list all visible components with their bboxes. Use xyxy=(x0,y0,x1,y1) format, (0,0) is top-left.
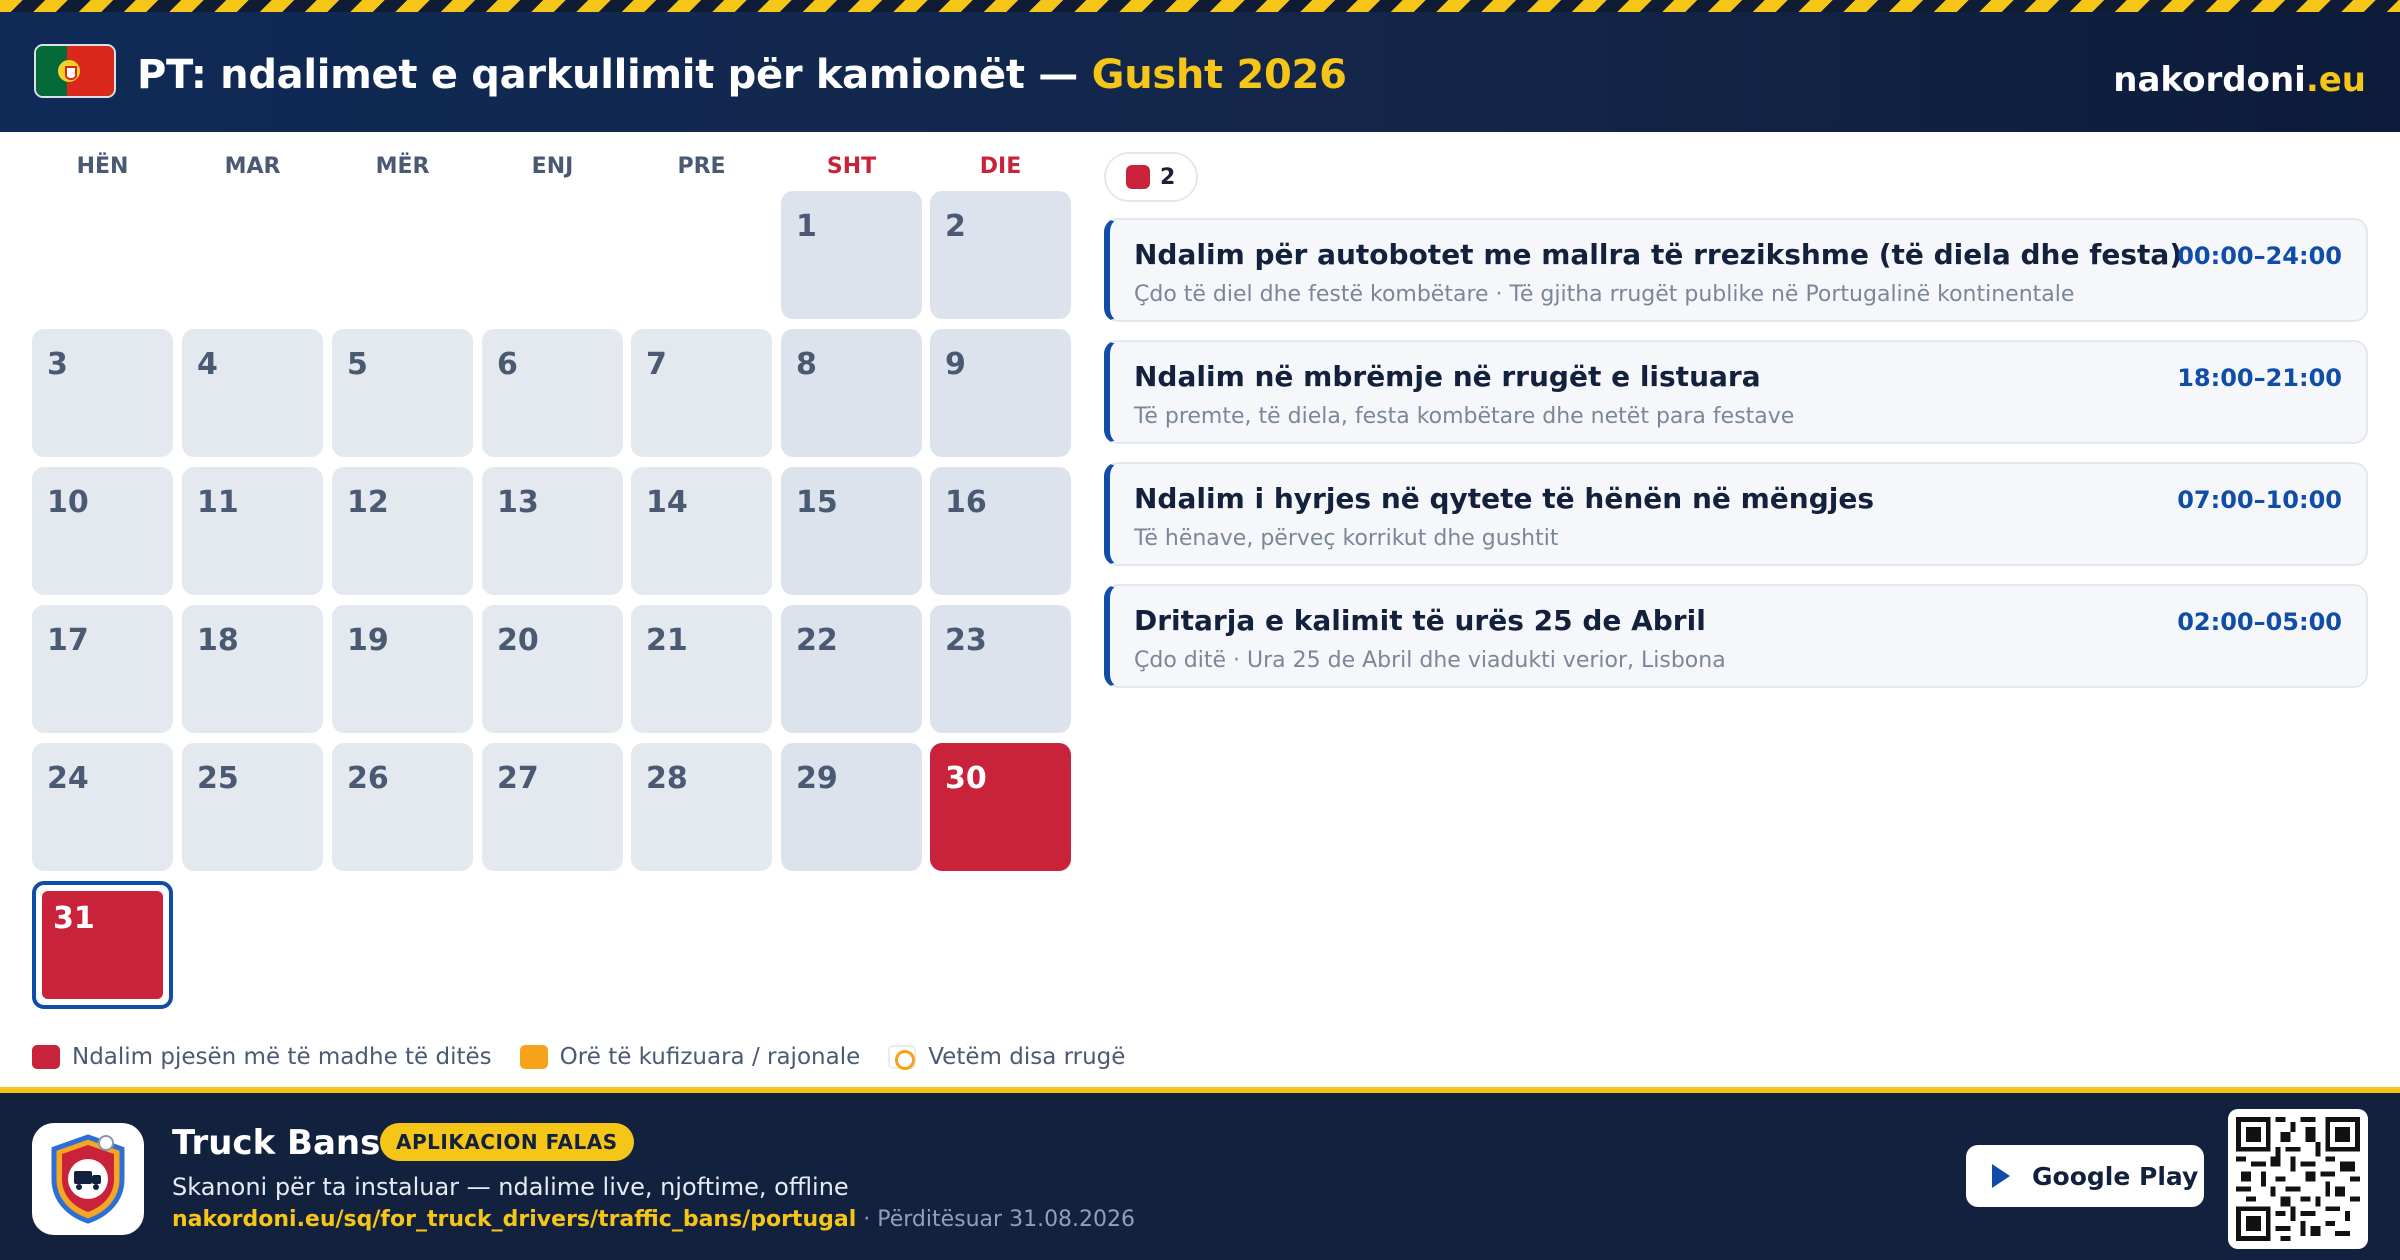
calendar-day[interactable] xyxy=(182,467,323,595)
calendar-day[interactable] xyxy=(930,329,1071,457)
day-number: 7 xyxy=(646,347,667,382)
day-number: 10 xyxy=(47,485,89,520)
day-number: 25 xyxy=(197,761,239,796)
day-number: 11 xyxy=(197,485,239,520)
ban-count-pill xyxy=(1104,152,1198,202)
calendar-day[interactable] xyxy=(781,329,922,457)
day-number: 8 xyxy=(796,347,817,382)
calendar-day[interactable] xyxy=(930,605,1071,733)
rule-title: Ndalim për autobotet me mallra të rrezikshme (të diela dhe festa) xyxy=(1134,238,2183,271)
calendar-day[interactable] xyxy=(781,467,922,595)
rule-card[interactable] xyxy=(1104,462,2368,566)
day-number: 14 xyxy=(646,485,688,520)
day-number: 29 xyxy=(796,761,838,796)
calendar-day[interactable] xyxy=(930,467,1071,595)
brand-name: nakordoni xyxy=(2113,60,2306,100)
day-number: 9 xyxy=(945,347,966,382)
day-number: 28 xyxy=(646,761,688,796)
weekday-thu: ENJ xyxy=(531,154,574,179)
day-number: 3 xyxy=(47,347,68,382)
calendar-day[interactable] xyxy=(32,467,173,595)
calendar-day[interactable] xyxy=(182,743,323,871)
legend xyxy=(32,1044,1153,1070)
day-number: 27 xyxy=(497,761,539,796)
calendar-day-selected[interactable] xyxy=(32,881,173,1009)
calendar-day[interactable] xyxy=(631,467,772,595)
rule-subtitle: Çdo të diel dhe festë kombëtare · Të gjitha rrugët publike në Portugalinë kontinentale xyxy=(1134,282,2075,307)
free-app-badge: APLIKACION FALAS xyxy=(380,1123,634,1161)
legend-label: Ndalim pjesën më të madhe të ditës xyxy=(72,1044,492,1070)
day-number: 31 xyxy=(53,901,95,936)
day-number: 19 xyxy=(347,623,389,658)
page-title xyxy=(137,52,1347,98)
header-bar xyxy=(0,12,2400,132)
brand-tld: .eu xyxy=(2305,60,2366,100)
day-number: 13 xyxy=(497,485,539,520)
rule-card[interactable] xyxy=(1104,218,2368,322)
day-number: 1 xyxy=(796,209,817,244)
title-month: Gusht 2026 xyxy=(1091,52,1347,98)
app-url-link[interactable]: nakordoni.eu/sq/for_truck_drivers/traffic_bans/portugal xyxy=(172,1207,857,1232)
calendar-day[interactable] xyxy=(482,329,623,457)
rule-title: Ndalim i hyrjes në qytete të hënën në mëngjes xyxy=(1134,482,1875,515)
rule-title: Dritarja e kalimit të urës 25 de Abril xyxy=(1134,604,1706,637)
app-link-line xyxy=(172,1207,1135,1232)
legend-label: Vetëm disa rrugë xyxy=(928,1044,1126,1070)
day-number: 2 xyxy=(945,209,966,244)
weekday-mon: HËN xyxy=(76,154,129,179)
day-number: 4 xyxy=(197,347,218,382)
calendar-day[interactable] xyxy=(781,191,922,319)
calendar-day[interactable] xyxy=(631,329,772,457)
day-number: 15 xyxy=(796,485,838,520)
app-tagline: Skanoni për ta instaluar — ndalime live, njoftime, offline xyxy=(172,1173,849,1201)
portugal-flag-icon xyxy=(34,44,116,98)
calendar-day[interactable] xyxy=(631,605,772,733)
weekday-fri: PRE xyxy=(677,154,726,179)
calendar-day[interactable] xyxy=(930,191,1071,319)
brand-link[interactable] xyxy=(2113,60,2366,100)
weekday-wed: MËR xyxy=(375,154,430,179)
rule-time: 00:00–24:00 xyxy=(2177,242,2342,270)
calendar-day[interactable] xyxy=(482,467,623,595)
weekday-tue: MAR xyxy=(224,154,281,179)
play-triangle-icon xyxy=(1992,1164,2010,1188)
day-number: 12 xyxy=(347,485,389,520)
calendar-day[interactable] xyxy=(482,743,623,871)
qr-code-icon xyxy=(2228,1109,2368,1249)
day-number: 23 xyxy=(945,623,987,658)
day-number: 30 xyxy=(945,761,987,796)
calendar-day-ban[interactable] xyxy=(930,743,1071,871)
calendar-day[interactable] xyxy=(32,743,173,871)
day-number: 17 xyxy=(47,623,89,658)
calendar-day[interactable] xyxy=(32,329,173,457)
day-number: 20 xyxy=(497,623,539,658)
day-number: 18 xyxy=(197,623,239,658)
orange-swatch-icon xyxy=(520,1045,548,1069)
calendar-day[interactable] xyxy=(32,605,173,733)
rule-time: 18:00–21:00 xyxy=(2177,364,2342,392)
day-number: 24 xyxy=(47,761,89,796)
day-number: 22 xyxy=(796,623,838,658)
rule-subtitle: Të premte, të diela, festa kombëtare dhe netët para festave xyxy=(1134,404,1795,429)
calendar-day[interactable] xyxy=(781,743,922,871)
rule-subtitle: Të hënave, përveç korrikut dhe gushtit xyxy=(1134,526,1559,551)
title-prefix: PT: ndalimet e qarkullimit për kamionët — xyxy=(137,52,1079,98)
rule-card[interactable] xyxy=(1104,584,2368,688)
legend-label: Orë të kufizuara / rajonale xyxy=(559,1044,861,1070)
day-number: 5 xyxy=(347,347,368,382)
rule-title: Ndalim në mbrëmje në rrugët e listuara xyxy=(1134,360,1761,393)
calendar-day[interactable] xyxy=(182,329,323,457)
legend-item-some-roads xyxy=(888,1044,1125,1070)
legend-item-limited-hours xyxy=(520,1044,861,1070)
day-number: 21 xyxy=(646,623,688,658)
legend-item-full-ban xyxy=(32,1044,492,1070)
calendar-day[interactable] xyxy=(482,605,623,733)
rule-subtitle: Çdo ditë · Ura 25 de Abril dhe viadukti verior, Lisbona xyxy=(1134,648,1726,673)
calendar-day[interactable] xyxy=(332,743,473,871)
ban-count: 2 xyxy=(1160,164,1176,190)
calendar-day[interactable] xyxy=(781,605,922,733)
weekday-sun: DIE xyxy=(979,154,1022,179)
rule-time: 02:00–05:00 xyxy=(2177,608,2342,636)
hazard-stripe xyxy=(0,0,2400,12)
ring-swatch-icon xyxy=(888,1045,916,1069)
weekday-sat: SHT xyxy=(826,154,877,179)
truck-bans-app-icon[interactable] xyxy=(32,1123,144,1235)
day-number: 6 xyxy=(497,347,518,382)
calendar-day[interactable] xyxy=(631,743,772,871)
rule-time: 07:00–10:00 xyxy=(2177,486,2342,514)
day-number: 26 xyxy=(347,761,389,796)
updated-text: · Përditësuar 31.08.2026 xyxy=(863,1207,1136,1232)
day-number: 16 xyxy=(945,485,987,520)
app-promo-footer xyxy=(0,1093,2400,1260)
ban-dot-icon xyxy=(1126,165,1150,189)
calendar-day[interactable] xyxy=(332,605,473,733)
calendar-day[interactable] xyxy=(182,605,323,733)
google-play-label: Google Play xyxy=(2032,1161,2199,1191)
red-swatch-icon xyxy=(32,1045,60,1069)
app-name: Truck Bans xyxy=(172,1123,381,1163)
calendar-day[interactable] xyxy=(332,467,473,595)
calendar-day[interactable] xyxy=(332,329,473,457)
google-play-button[interactable] xyxy=(1966,1145,2204,1207)
rule-card[interactable] xyxy=(1104,340,2368,444)
